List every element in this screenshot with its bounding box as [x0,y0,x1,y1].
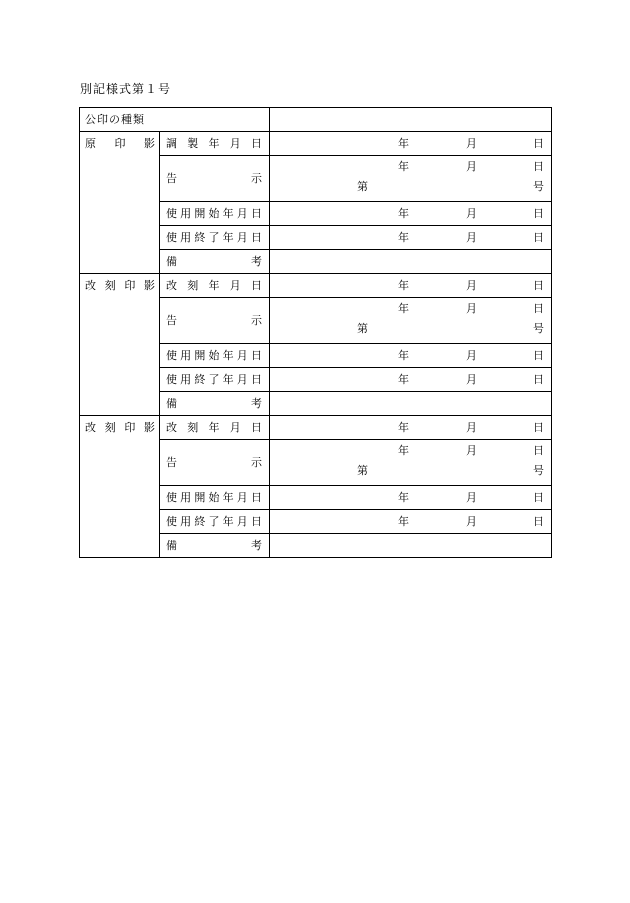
row-label-char: 刻 [187,278,199,292]
row-label-char: 始 [208,206,220,220]
month-unit: 月 [466,420,477,434]
month-unit: 月 [466,490,477,504]
row-label-char: 日 [251,420,262,434]
date-field[interactable] [270,368,552,392]
month-unit: 月 [466,278,477,292]
date-entry[interactable] [270,421,551,435]
day-unit: 日 [533,206,544,220]
day-unit: 日 [533,444,544,457]
day-unit: 日 [533,490,544,504]
year-unit: 年 [398,136,409,150]
year-unit: 年 [398,514,409,528]
row-label-char: 考 [251,538,262,552]
number-prefix: 第 [357,464,368,477]
row-label-cell [160,368,270,392]
section-1-row-0 [80,274,552,298]
row-label-cell [160,274,270,298]
row-label-char: 日 [250,230,262,244]
row-label-char: 日 [250,514,262,528]
row-label-char: 使 [166,230,177,244]
month-unit: 月 [466,444,477,457]
day-unit: 日 [533,302,544,315]
form-label: 別記様式第１号 [80,82,172,96]
day-unit: 日 [533,372,544,386]
row-label-char: 月 [229,420,241,434]
section-title-char: 改 [85,279,96,292]
row-label [166,314,262,328]
row-label [166,373,262,387]
section-title-char: 刻 [104,279,116,292]
row-label-char: 考 [251,396,262,410]
row-label-char: 年 [208,136,220,150]
row-label-char: 了 [208,230,220,244]
section-title-cell [80,274,160,416]
row-label-char: 備 [166,538,177,552]
section-title-char: 印 [124,421,136,434]
row-label-char: 使 [166,514,177,528]
row-label-cell [160,392,270,416]
row-label [166,515,262,529]
row-label-char: 日 [251,136,262,150]
row-label [166,255,262,269]
month-unit: 月 [466,230,477,244]
row-label [166,207,262,221]
row-label-char: 用 [180,206,192,220]
row-label-char: 調 [166,136,177,150]
row-label-cell [160,298,270,344]
date-field[interactable] [270,486,552,510]
year-unit: 年 [398,230,409,244]
row-label-char: 日 [250,348,262,362]
section-title [85,279,155,293]
notice-number[interactable] [270,322,551,336]
row-label-char: 告 [166,313,177,327]
row-label-char: 用 [180,514,192,528]
seal-register-table [79,107,552,558]
remarks-field[interactable] [270,392,552,416]
row-label-char: 了 [208,372,220,386]
row-label-char: 日 [250,490,262,504]
row-label-char: 始 [208,348,220,362]
row-label-char: 改 [166,278,177,292]
notice-number[interactable] [270,180,551,194]
kind-label: 公印の種類 [85,113,145,126]
row-label-cell [160,440,270,486]
row-label-char: 年 [222,514,234,528]
notice-field[interactable] [270,298,552,344]
row-label-char: 年 [208,278,220,292]
section-title [85,137,155,151]
row-label-cell [160,486,270,510]
row-label-char: 月 [236,372,248,386]
row-label [166,231,262,245]
row-label-char: 年 [208,420,220,434]
row-label-char: 終 [194,372,206,386]
section-title-char: 刻 [104,421,116,434]
row-label-char: 改 [166,420,177,434]
row-label-char: 日 [250,372,262,386]
date-entry[interactable] [270,207,551,221]
month-unit: 月 [466,514,477,528]
year-unit: 年 [398,372,409,386]
row-label-char: 開 [194,490,206,504]
row-label-char: 年 [222,348,234,362]
remarks-field[interactable] [270,534,552,558]
year-unit: 年 [398,420,409,434]
kind-row [80,108,552,132]
row-label-char: 告 [166,455,177,469]
remarks-field[interactable] [270,250,552,274]
section-title-char: 印 [124,279,136,292]
date-entry[interactable] [270,349,551,363]
row-label-char: 用 [180,230,192,244]
year-unit: 年 [398,160,409,173]
month-unit: 月 [466,372,477,386]
section-title [85,421,155,435]
row-label [166,279,262,293]
row-label-char: 示 [251,455,262,469]
year-unit: 年 [398,278,409,292]
day-unit: 日 [533,420,544,434]
row-label [166,397,262,411]
kind-value-cell[interactable] [270,108,552,132]
date-entry[interactable] [270,231,551,245]
date-entry[interactable] [270,444,551,458]
row-label-char: 月 [236,230,248,244]
row-label-char: 日 [251,278,262,292]
section-title-cell [80,416,160,558]
row-label-char: 告 [166,171,177,185]
year-unit: 年 [398,206,409,220]
section-0-row-0 [80,132,552,156]
day-unit: 日 [533,136,544,150]
row-label-cell [160,510,270,534]
row-label-cell [160,226,270,250]
row-label-char: 日 [250,206,262,220]
row-label-char: 示 [251,171,262,185]
row-label [166,491,262,505]
number-suffix: 号 [533,180,544,193]
section-title-char: 影 [143,279,155,292]
row-label-char: 開 [194,348,206,362]
day-unit: 日 [533,278,544,292]
number-suffix: 号 [533,464,544,477]
date-field[interactable] [270,202,552,226]
row-label-char: 使 [166,206,177,220]
row-label-char: 月 [236,490,248,504]
date-entry[interactable] [270,279,551,293]
year-unit: 年 [398,348,409,362]
row-label-char: 年 [222,490,234,504]
row-label-cell [160,156,270,202]
row-label [166,421,262,435]
row-label-cell [160,250,270,274]
row-label-char: 使 [166,348,177,362]
row-label-cell [160,416,270,440]
section-2-row-0 [80,416,552,440]
row-label-char: 刻 [187,420,199,434]
notice-entry[interactable] [270,441,551,484]
month-unit: 月 [466,136,477,150]
date-field[interactable] [270,274,552,298]
row-label-char: 年 [222,230,234,244]
row-label-char: 開 [194,206,206,220]
row-label-char: 年 [222,206,234,220]
row-label-char: 年 [222,372,234,386]
section-title-char: 原 [85,137,96,150]
notice-entry[interactable] [270,299,551,342]
row-label-char: 使 [166,490,177,504]
number-prefix: 第 [357,322,368,335]
month-unit: 月 [466,302,477,315]
section-title-cell [80,132,160,274]
date-entry[interactable] [270,515,551,529]
day-unit: 日 [533,230,544,244]
date-field[interactable] [270,226,552,250]
row-label [166,349,262,363]
kind-label-cell [80,108,270,132]
date-field[interactable] [270,510,552,534]
row-label-char: 用 [180,348,192,362]
row-label-char: 始 [208,490,220,504]
month-unit: 月 [466,206,477,220]
row-label-char: 月 [236,348,248,362]
row-label-char: 用 [180,372,192,386]
row-label-char: 備 [166,254,177,268]
row-label-char: 用 [180,490,192,504]
row-label-char: 月 [229,136,241,150]
date-field[interactable] [270,416,552,440]
year-unit: 年 [398,302,409,315]
row-label-char: 終 [194,230,206,244]
row-label [166,172,262,186]
date-field[interactable] [270,344,552,368]
row-label [166,137,262,151]
day-unit: 日 [533,514,544,528]
row-label-char: 了 [208,514,220,528]
date-entry[interactable] [270,137,551,151]
date-entry[interactable] [270,160,551,174]
section-title-char: 影 [144,137,155,150]
row-label [166,456,262,470]
row-label-char: 月 [236,206,248,220]
row-label-char: 終 [194,514,206,528]
section-title-char: 影 [143,421,155,434]
row-label-char: 製 [187,136,199,150]
day-unit: 日 [533,160,544,173]
date-field[interactable] [270,132,552,156]
number-suffix: 号 [533,322,544,335]
date-entry[interactable] [270,373,551,387]
notice-entry[interactable] [270,157,551,200]
month-unit: 月 [466,160,477,173]
row-label-char: 月 [229,278,241,292]
date-entry[interactable] [270,302,551,316]
notice-field[interactable] [270,156,552,202]
row-label-char: 備 [166,396,177,410]
row-label-char: 考 [251,254,262,268]
date-entry[interactable] [270,491,551,505]
row-label-cell [160,202,270,226]
row-label-char: 示 [251,313,262,327]
row-label-cell [160,344,270,368]
row-label-char: 月 [236,514,248,528]
month-unit: 月 [466,348,477,362]
row-label-cell [160,534,270,558]
row-label-cell [160,132,270,156]
row-label-char: 使 [166,372,177,386]
number-prefix: 第 [357,180,368,193]
notice-field[interactable] [270,440,552,486]
year-unit: 年 [398,444,409,457]
section-title-char: 改 [85,421,96,434]
notice-number[interactable] [270,464,551,478]
row-label [166,539,262,553]
day-unit: 日 [533,348,544,362]
year-unit: 年 [398,490,409,504]
section-title-char: 印 [114,137,126,150]
